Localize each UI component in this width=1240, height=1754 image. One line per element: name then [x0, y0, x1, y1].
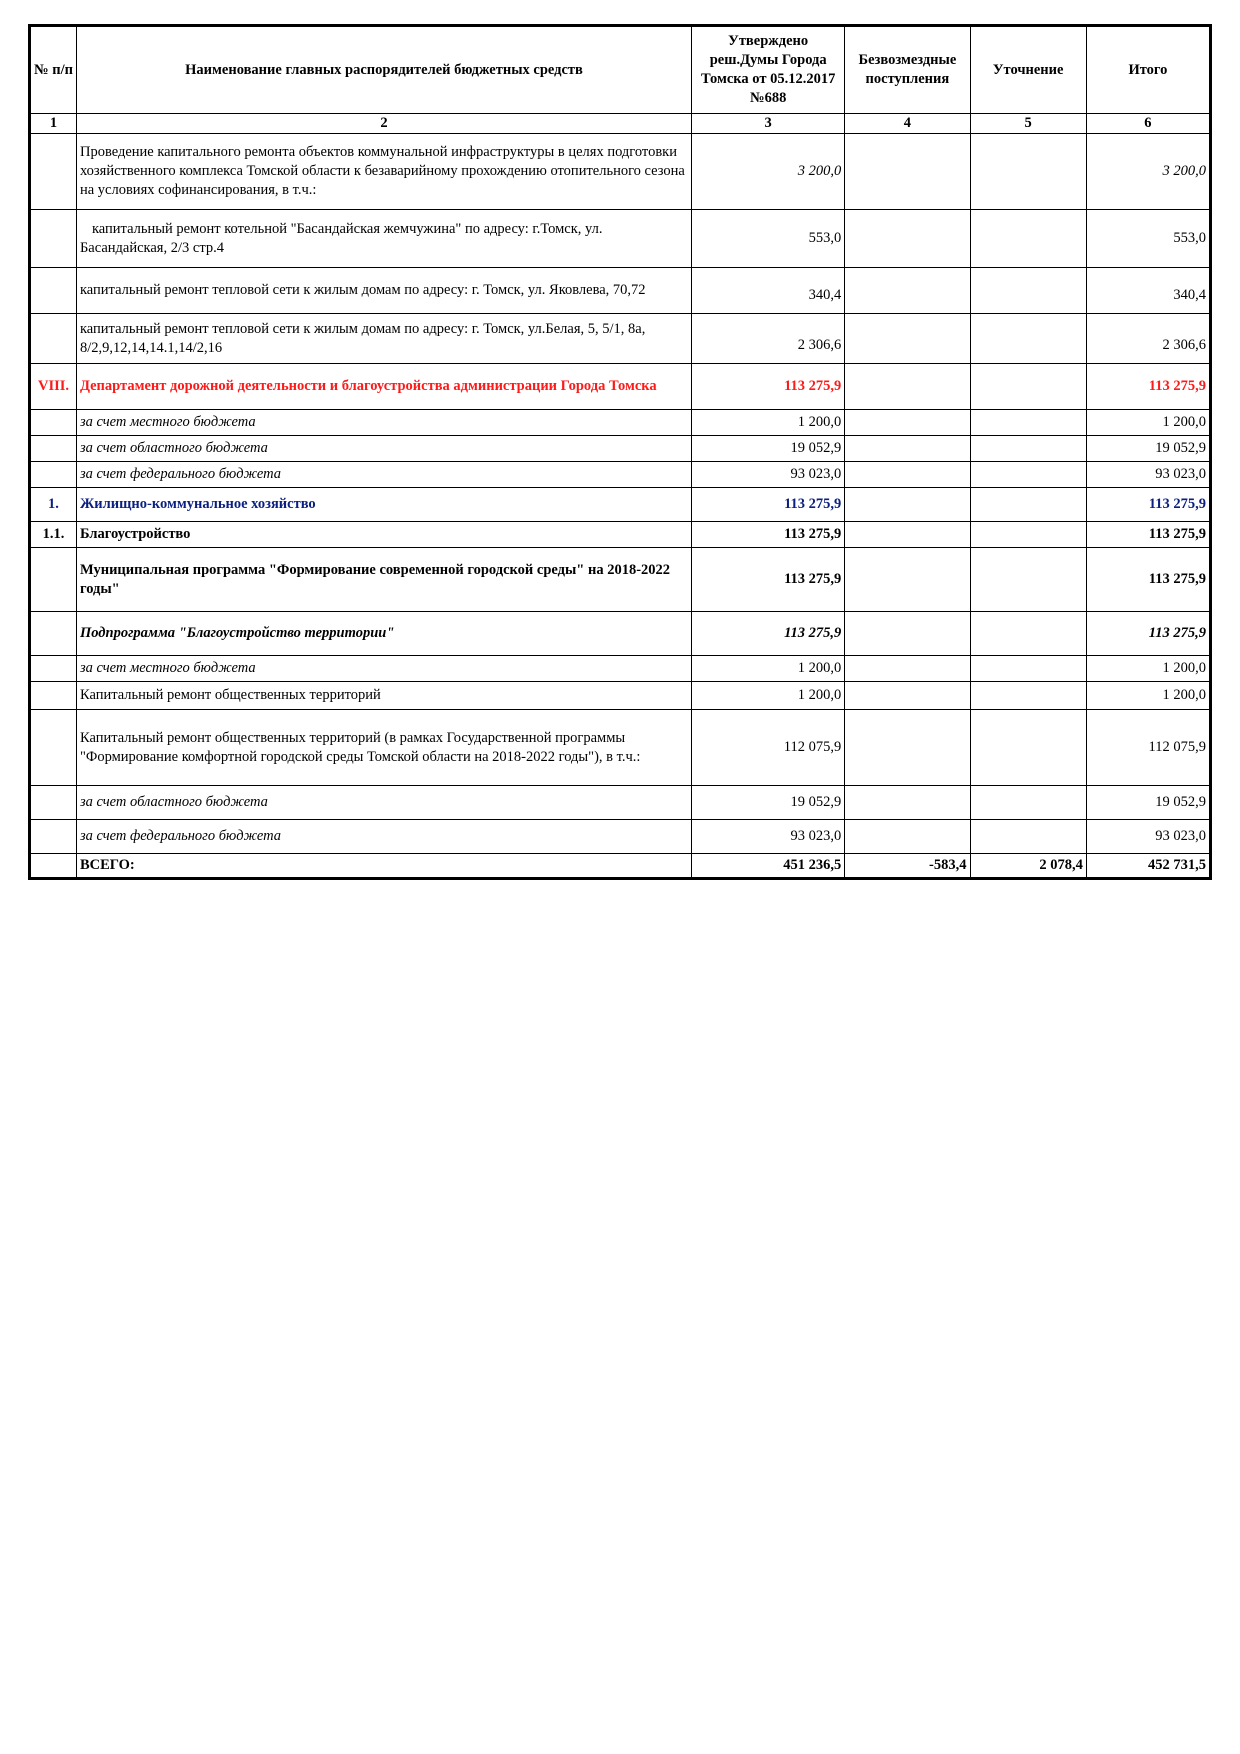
column-number: 1	[30, 114, 77, 134]
row-total: 113 275,9	[1086, 612, 1210, 656]
row-total: 1 200,0	[1086, 656, 1210, 682]
row-name: за счет местного бюджета	[76, 410, 691, 436]
header-total: Итого	[1086, 26, 1210, 114]
row-grants	[845, 682, 970, 710]
row-approved: 113 275,9	[692, 612, 845, 656]
header-grants: Безвозмездные поступления	[845, 26, 970, 114]
budget-table	[28, 24, 1212, 880]
row-number: VIII.	[30, 364, 77, 410]
row-number	[30, 854, 77, 879]
row-grants	[845, 710, 970, 786]
table-row	[30, 210, 1211, 268]
row-grants	[845, 462, 970, 488]
row-approved: 113 275,9	[692, 364, 845, 410]
row-clarification	[970, 656, 1086, 682]
row-name: Департамент дорожной деятельности и благоустройства администрации Города Томска	[76, 364, 691, 410]
row-number	[30, 134, 77, 210]
table-row-subprogram	[30, 612, 1211, 656]
column-number-row	[30, 114, 1211, 134]
table-row	[30, 682, 1211, 710]
table-row	[30, 268, 1211, 314]
row-total: 113 275,9	[1086, 364, 1210, 410]
row-approved: 451 236,5	[692, 854, 845, 879]
row-approved: 113 275,9	[692, 522, 845, 548]
row-clarification	[970, 548, 1086, 612]
row-name: капитальный ремонт котельной "Басандайская жемчужина" по адресу: г.Томск, ул. Басандайская, 2/3 стр.4	[76, 210, 691, 268]
row-clarification	[970, 710, 1086, 786]
row-clarification	[970, 786, 1086, 820]
row-number: 1.	[30, 488, 77, 522]
row-grants: -583,4	[845, 854, 970, 879]
row-clarification	[970, 436, 1086, 462]
row-name: капитальный ремонт тепловой сети к жилым домам по адресу: г. Томск, ул.Белая, 5, 5/1, 8а, 8/2,9,12,14,14.1,14/2,16	[76, 314, 691, 364]
row-grants	[845, 210, 970, 268]
row-total: 112 075,9	[1086, 710, 1210, 786]
row-grants	[845, 134, 970, 210]
row-clarification	[970, 488, 1086, 522]
row-name: за счет федерального бюджета	[76, 820, 691, 854]
row-name: капитальный ремонт тепловой сети к жилым домам по адресу: г. Томск, ул. Яковлева, 70,72	[76, 268, 691, 314]
row-number	[30, 210, 77, 268]
row-number	[30, 682, 77, 710]
table-row	[30, 410, 1211, 436]
column-number: 2	[76, 114, 691, 134]
row-total: 93 023,0	[1086, 820, 1210, 854]
row-clarification: 2 078,4	[970, 854, 1086, 879]
row-grants	[845, 786, 970, 820]
row-grants	[845, 410, 970, 436]
table-row-section	[30, 488, 1211, 522]
row-grants	[845, 522, 970, 548]
table-row	[30, 462, 1211, 488]
row-clarification	[970, 134, 1086, 210]
row-total: 3 200,0	[1086, 134, 1210, 210]
row-total: 1 200,0	[1086, 682, 1210, 710]
row-name: за счет областного бюджета	[76, 786, 691, 820]
row-number	[30, 314, 77, 364]
row-approved: 1 200,0	[692, 410, 845, 436]
row-name: за счет областного бюджета	[76, 436, 691, 462]
row-number	[30, 786, 77, 820]
column-number: 5	[970, 114, 1086, 134]
header-no: № п/п	[30, 26, 77, 114]
row-total: 452 731,5	[1086, 854, 1210, 879]
table-row-program	[30, 548, 1211, 612]
row-clarification	[970, 314, 1086, 364]
row-total: 113 275,9	[1086, 522, 1210, 548]
row-clarification	[970, 522, 1086, 548]
table-row	[30, 314, 1211, 364]
header-row	[30, 26, 1211, 114]
row-total: 93 023,0	[1086, 462, 1210, 488]
row-approved: 1 200,0	[692, 656, 845, 682]
row-total: 113 275,9	[1086, 488, 1210, 522]
row-grants	[845, 268, 970, 314]
row-name: Проведение капитального ремонта объектов коммунальной инфраструктуры в целях подготовки хозяйственного комплекса Томской области к безаварийному прохождению отопительного сезона на условиях софинансирования, в т.ч.:	[76, 134, 691, 210]
row-name: Муниципальная программа "Формирование современной городской среды" на 2018-2022 годы"	[76, 548, 691, 612]
row-number	[30, 268, 77, 314]
row-clarification	[970, 820, 1086, 854]
row-total: 2 306,6	[1086, 314, 1210, 364]
row-approved: 93 023,0	[692, 462, 845, 488]
row-clarification	[970, 210, 1086, 268]
row-number	[30, 820, 77, 854]
table-row	[30, 820, 1211, 854]
row-approved: 553,0	[692, 210, 845, 268]
row-number	[30, 656, 77, 682]
row-total: 1 200,0	[1086, 410, 1210, 436]
table-row-subsection	[30, 522, 1211, 548]
row-approved: 1 200,0	[692, 682, 845, 710]
row-approved: 19 052,9	[692, 436, 845, 462]
row-approved: 112 075,9	[692, 710, 845, 786]
row-grants	[845, 436, 970, 462]
row-name: ВСЕГО:	[76, 854, 691, 879]
row-clarification	[970, 462, 1086, 488]
row-clarification	[970, 410, 1086, 436]
row-approved: 340,4	[692, 268, 845, 314]
row-total: 113 275,9	[1086, 548, 1210, 612]
row-number	[30, 410, 77, 436]
row-total: 553,0	[1086, 210, 1210, 268]
row-approved: 93 023,0	[692, 820, 845, 854]
row-name: за счет местного бюджета	[76, 656, 691, 682]
row-clarification	[970, 612, 1086, 656]
row-name: Жилищно-коммунальное хозяйство	[76, 488, 691, 522]
row-grants	[845, 548, 970, 612]
row-name: Капитальный ремонт общественных территорий	[76, 682, 691, 710]
row-name: Благоустройство	[76, 522, 691, 548]
row-approved: 3 200,0	[692, 134, 845, 210]
row-grants	[845, 612, 970, 656]
row-grants	[845, 488, 970, 522]
row-total: 19 052,9	[1086, 786, 1210, 820]
table-row	[30, 710, 1211, 786]
column-number: 4	[845, 114, 970, 134]
row-approved: 19 052,9	[692, 786, 845, 820]
table-row	[30, 786, 1211, 820]
row-number	[30, 710, 77, 786]
row-number	[30, 436, 77, 462]
table-row-department	[30, 364, 1211, 410]
row-number: 1.1.	[30, 522, 77, 548]
row-total: 19 052,9	[1086, 436, 1210, 462]
row-grants	[845, 656, 970, 682]
row-clarification	[970, 364, 1086, 410]
row-clarification	[970, 682, 1086, 710]
table-row	[30, 436, 1211, 462]
row-number	[30, 548, 77, 612]
row-total: 340,4	[1086, 268, 1210, 314]
header-clarification: Уточнение	[970, 26, 1086, 114]
row-name: Капитальный ремонт общественных территорий (в рамках Государственной программы "Формирование комфортной городской среды Томской области на 2018-2022 годы"), в т.ч.:	[76, 710, 691, 786]
row-clarification	[970, 268, 1086, 314]
table-row-total	[30, 854, 1211, 879]
row-grants	[845, 820, 970, 854]
row-name: за счет федерального бюджета	[76, 462, 691, 488]
header-name: Наименование главных распорядителей бюджетных средств	[76, 26, 691, 114]
table-row	[30, 656, 1211, 682]
row-grants	[845, 314, 970, 364]
row-approved: 113 275,9	[692, 488, 845, 522]
row-approved: 2 306,6	[692, 314, 845, 364]
header-approved: Утверждено реш.Думы Города Томска от 05.12.2017 №688	[692, 26, 845, 114]
row-grants	[845, 364, 970, 410]
table-row	[30, 134, 1211, 210]
column-number: 6	[1086, 114, 1210, 134]
column-number: 3	[692, 114, 845, 134]
row-number	[30, 462, 77, 488]
row-number	[30, 612, 77, 656]
row-name: Подпрограмма "Благоустройство территории"	[76, 612, 691, 656]
row-approved: 113 275,9	[692, 548, 845, 612]
